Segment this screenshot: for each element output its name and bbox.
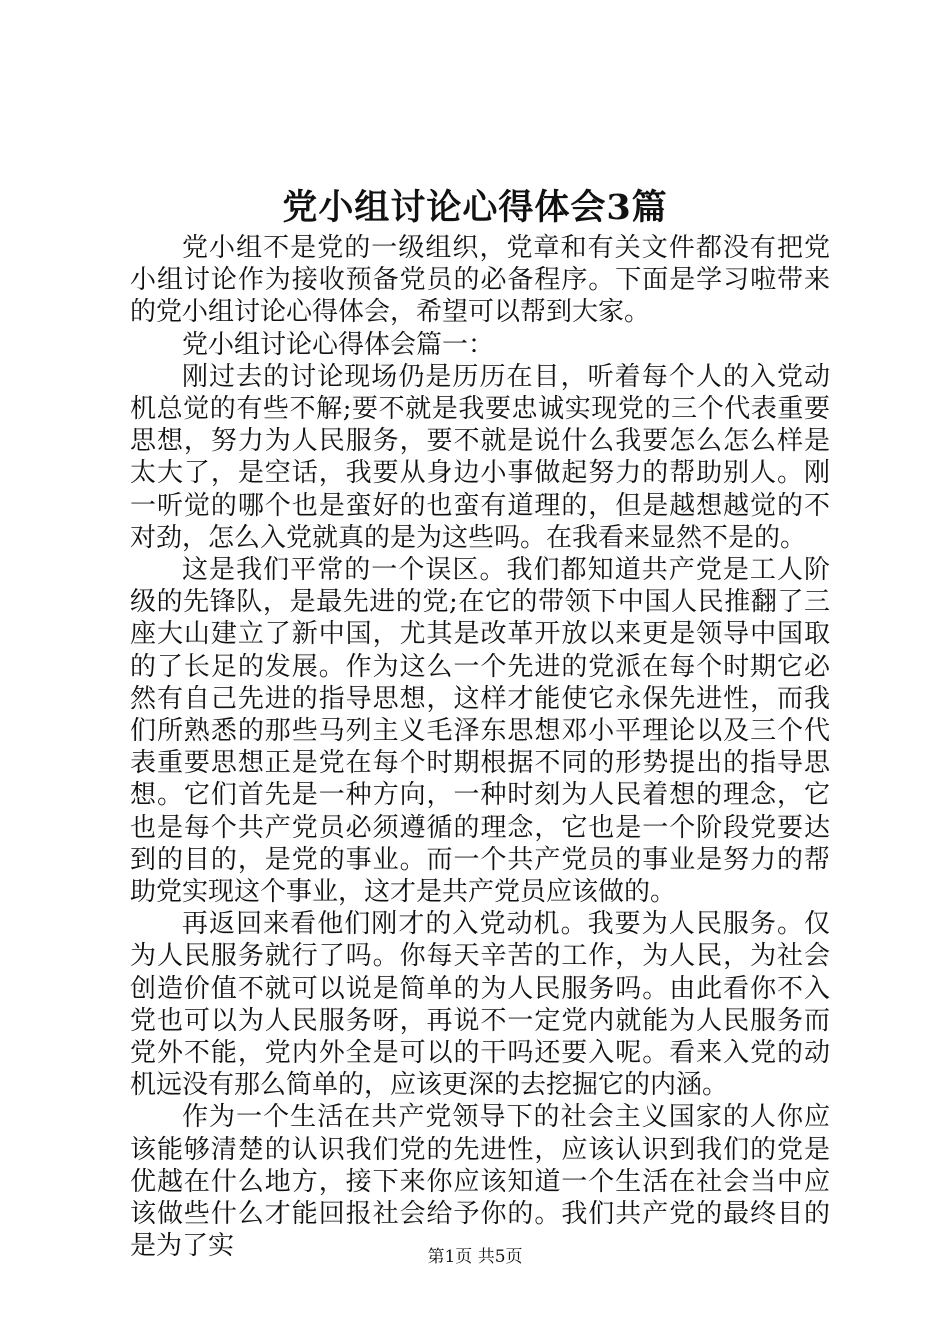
paragraph: 再返回来看他们刚才的入党动机。我要为人民服务。仅为人民服务就行了吗。你每天辛苦的工作，为人民，为社会创造价值不就可以说是简单的为人民服务吗。由此看你不入党也可以为人民服务呀，再说不一定党内就能为人民服务而党外不能，党内外全是可以的干吗还要入呢。看来入党的动机远没有那么简单的，应该更深的去挖掘它的内涵。	[130, 909, 830, 1101]
paragraph: 刚过去的讨论现场仍是历历在目，听着每个人的入党动机总觉的有些不解;要不就是我要忠诚实现党的三个代表重要思想，努力为人民服务，要不就是说什么我要怎么怎么样是太大了，是空话，我要从身边小事做起努力的帮助别人。刚一听觉的哪个也是蛮好的也蛮有道理的，但是越想越觉的不对劲，怎么入党就真的是为这些吗。在我看来显然不是的。	[130, 361, 830, 553]
paragraph: 作为一个生活在共产党领导下的社会主义国家的人你应该能够清楚的认识我们党的先进性，应该认识到我们的党是优越在什么地方，接下来你应该知道一个生活在社会当中应该做些什么才能回报社会给予你的。我们共产党的最终目的是为了实	[130, 1102, 830, 1262]
paragraph-section-heading: 党小组讨论心得体会篇一：	[182, 329, 495, 360]
document-title: 党小组讨论心得体会3篇	[282, 187, 668, 228]
paragraph-intro: 党小组不是党的一级组织，党章和有关文件都没有把党小组讨论作为接收预备党员的必备程序。下面是学习啦带来的党小组讨论心得体会，希望可以帮到大家。	[130, 233, 830, 328]
paragraph: 这是我们平常的一个误区。我们都知道共产党是工人阶级的先锋队，是最先进的党;在它的带领下中国人民推翻了三座大山建立了新中国，尤其是改革开放以来更是领导中国取的了长足的发展。作为这么一个先进的党派在每个时期它必然有自己先进的指导思想，这样才能使它永保先进性，而我们所熟悉的那些马列主义毛泽东思想邓小平理论以及三个代表重要思想正是党在每个时期根据不同的形势提出的指导思想。它们首先是一种方向，一种时刻为人民着想的理念，它也是每个共产党员必须遵循的理念，它也是一个阶段党要达到的目的，是党的事业。而一个共产党员的事业是努力的帮助党实现这个事业，这才是共产党员应该做的。	[130, 555, 830, 908]
document-body	[130, 232, 830, 1263]
page-footer: 第1页 共5页	[427, 1247, 523, 1267]
